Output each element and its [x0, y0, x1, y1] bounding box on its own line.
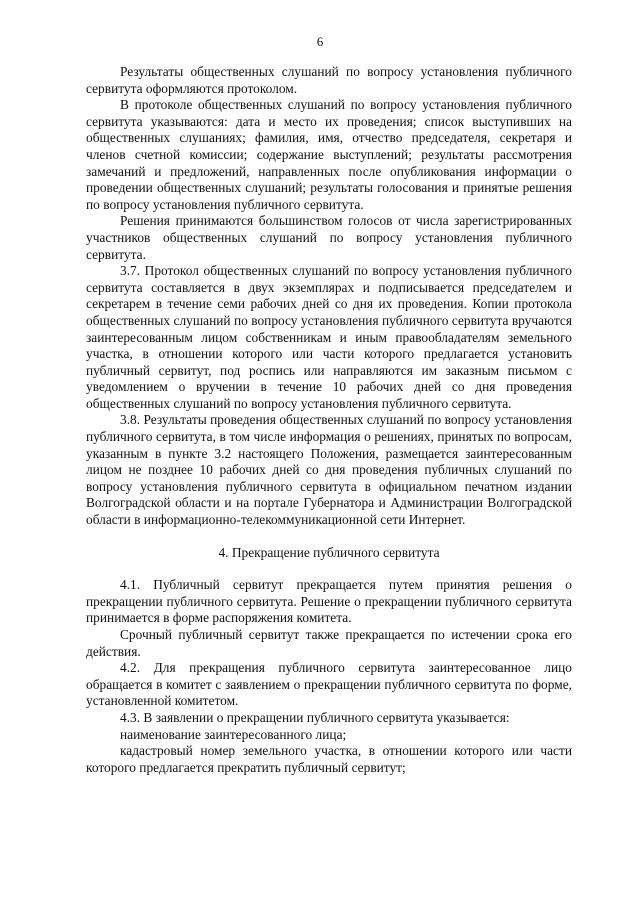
paragraph: Решения принимаются большинством голосов от числа зарегистрированных участников общественных слушаний по вопросу установления публичного сервитута.: [86, 213, 572, 262]
paragraph: В протоколе общественных слушаний по вопросу установления публичного сервитута указываются: дата и место их проведения; список выступивших на общественных слушаниях; фамилия, имя, отчество председателя, секретаря и членов счетной комиссии; содержание выступлений; результаты рассмотрения замечаний и предложений, направленных после опубликования информации о проведении общественных слушаний; результаты голосования и принятые решения по вопросу установления публичного сервитута.: [86, 97, 572, 212]
paragraph: 3.7. Протокол общественных слушаний по вопросу установления публичного сервитута составляется в двух экземплярах и подписывается председателем и секретарем в течение семи рабочих дней со дня их проведения. Копии протокола общественных слушаний по вопросу установления публичного сервитута вручаются заинтересованным лицом собственникам и иным правообладателям земельного участка, в отношении которого или части которого предлагается установить публичный сервитут, под роспись или направляются им заказным письмом с уведомлением о вручении в течение 10 рабочих дней со дня проведения общественных слушаний по вопросу установления публичного сервитута.: [86, 263, 572, 411]
paragraph: 4.2. Для прекращения публичного сервитута заинтересованное лицо обращается в комитет с заявлением о прекращении публичного сервитута по форме, установленной комитетом.: [86, 660, 572, 709]
paragraph: наименование заинтересованного лица;: [120, 726, 347, 742]
section-heading: 4. Прекращение публичного сервитута: [218, 544, 440, 560]
paragraph: 4.3. В заявлении о прекращении публичного сервитута указывается:: [120, 709, 510, 725]
paragraph: Результаты общественных слушаний по вопросу установления публичного сервитута оформляются протоколом.: [86, 64, 572, 96]
paragraph: Срочный публичный сервитут также прекращается по истечении срока его действия.: [86, 627, 572, 659]
page-number: 6: [316, 34, 324, 49]
document-body: [86, 64, 572, 776]
paragraph: кадастровый номер земельного участка, в отношении которого или части которого предлагается прекратить публичный сервитут;: [86, 743, 572, 775]
paragraph: 3.8. Результаты проведения общественных слушаний по вопросу установления публичного сервитута, в том числе информация о решениях, принятых по вопросам, указанным в пункте 3.2 настоящего Положения, размещается заинтересованным лицом не позднее 10 рабочих дней со дня проведения публичных слушаний по вопросу установления публичного сервитута в официальном печатном издании Волгоградской области и на портале Губернатора и Администрации Волгоградской области в информационно-телекоммуникационной сети Интернет.: [86, 412, 572, 528]
paragraph: 4.1. Публичный сервитут прекращается путем принятия решения о прекращении публичного сервитута. Решение о прекращении публичного сервитута принимается в форме распоряжения комитета.: [86, 577, 572, 626]
